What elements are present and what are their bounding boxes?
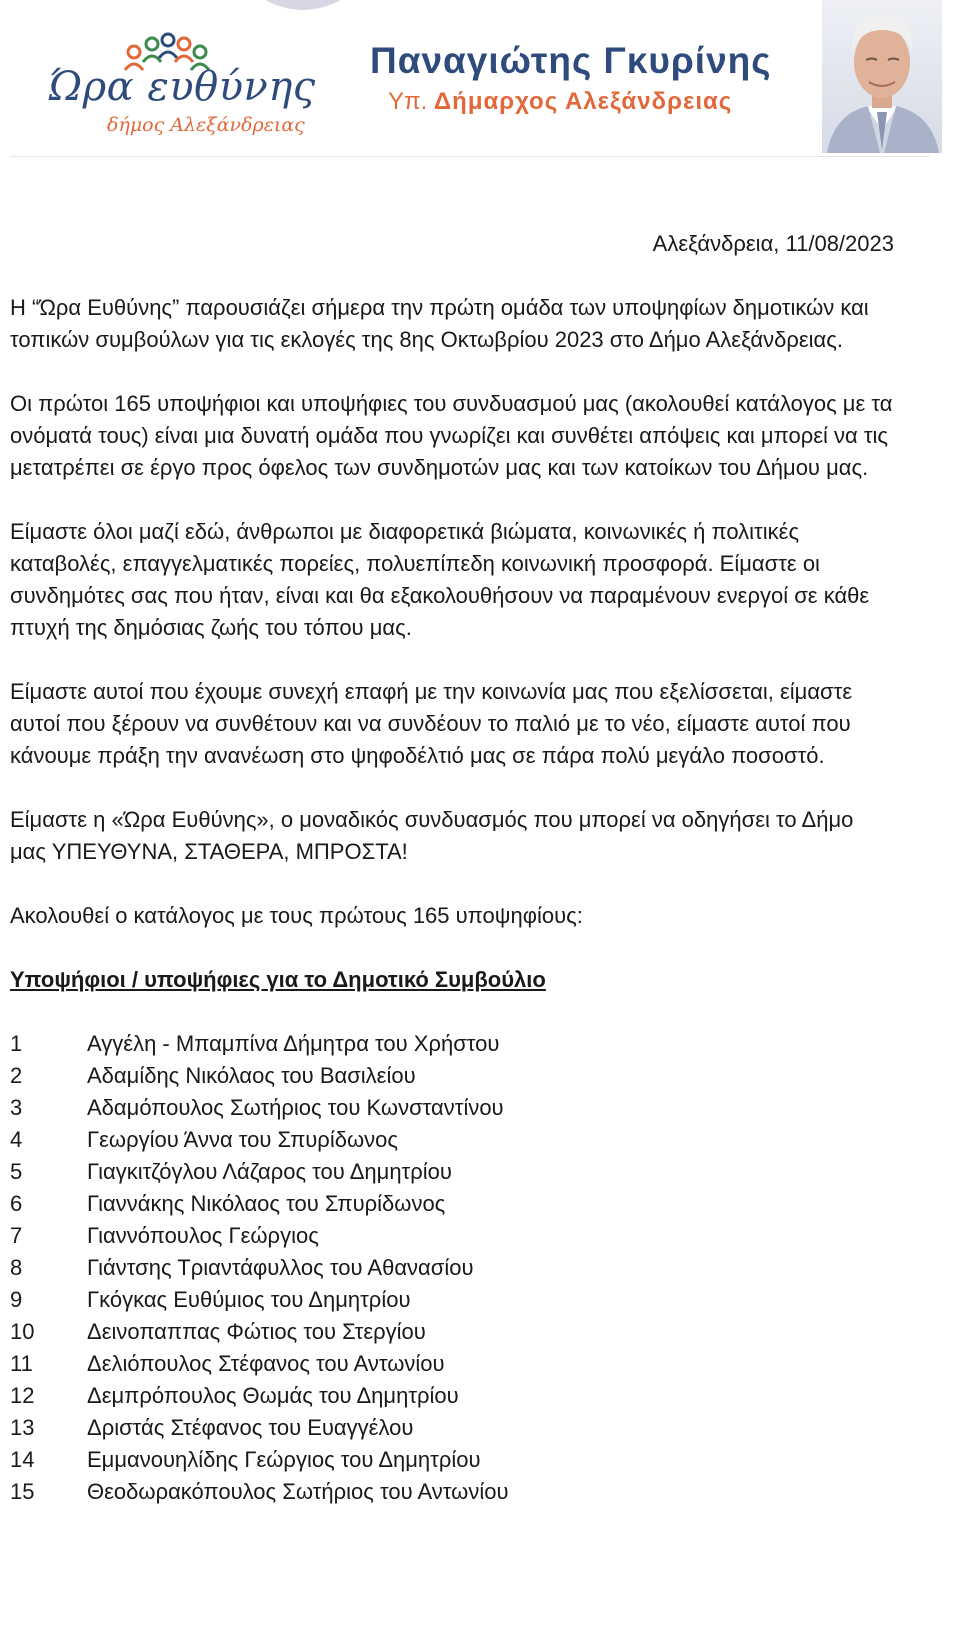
section-title: Υποψήφιοι / υποψήφιες για το Δημοτικό Συμβούλιο [10,967,546,992]
candidate-list [10,1028,894,1508]
candidate-entry: Γεωργίου Άννα του Σπυρίδωνος [87,1127,398,1152]
list-item [10,1444,894,1476]
list-number: 4 [10,1127,23,1152]
list-number: 13 [10,1415,35,1440]
candidate-entry: Γιάντσης Τριαντάφυλλος του Αθανασίου [87,1255,474,1280]
paragraph: Η “Ώρα Ευθύνης” παρουσιάζει σήμερα την πρώτη ομάδα των υποψηφίων δημοτικών και τοπικών συμβούλων για τις εκλογές της 8ης Οκτωβρίου 2023 στο Δήμο Αλεξάνδρειας. [10,295,869,352]
list-item [10,1476,894,1508]
list-number: 15 [10,1479,35,1504]
list-number: 8 [10,1255,23,1280]
list-number: 10 [10,1319,35,1344]
list-number: 12 [10,1383,35,1408]
paragraph: Ακολουθεί ο κατάλογος με τους πρώτους 165 υποψηφίους: [10,903,583,928]
list-number: 14 [10,1447,35,1472]
list-item [10,1028,894,1060]
logo [32,20,332,140]
list-item [10,1252,894,1284]
list-item [10,1380,894,1412]
list-number: 5 [10,1159,23,1184]
candidate-role-title: Δήμαρχος Αλεξάνδρειας [433,88,733,115]
decorative-arc [228,0,378,10]
paragraph: Είμαστε όλοι μαζί εδώ, άνθρωποι με διαφορετικά βιώματα, κοινωνικές ή πολιτικές καταβολές, επαγγελματικές πορείες, πολυεπίπεδη κοινωνική προσφορά. Είμαστε οι συνδημότες σας που ήταν, είναι και θα εξακολουθήσουν να παραμένουν ενεργοί σε κάθε πτυχή της δημόσιας ζωής του τόπου μας. [10,519,870,640]
list-number: 2 [10,1063,23,1088]
paragraph: Οι πρώτοι 165 υποψήφιοι και υποψήφιες του συνδυασμού μας (ακολουθεί κατάλογος με τα ονόματά τους) είναι μια δυνατή ομάδα που γνωρίζει και συνθέτει απόψεις και μπορεί να τις μετατρέπει σε έργο προς όφελος των συνδημοτών μας και των κατοίκων του Δήμου μας. [10,391,893,480]
list-number: 7 [10,1223,23,1248]
list-item [10,1156,894,1188]
list-item [10,1124,894,1156]
candidate-entry: Αδαμόπουλος Σωτήριος του Κωνσταντίνου [87,1095,504,1120]
letterhead [10,0,930,157]
list-item [10,1060,894,1092]
logo-wordmark: Ώρα ευθύνης [48,64,316,110]
list-item [10,1188,894,1220]
candidate-entry: Αδαμίδης Νικόλαος του Βασιλείου [87,1063,416,1088]
paragraph: Είμαστε η «Ώρα Ευθύνης», ο μοναδικός συνδυασμός που μπορεί να οδηγήσει το Δήμο μας ΥΠΕΥΘΥΝΑ, ΣΤΑΘΕΡΑ, ΜΠΡΟΣΤΑ! [10,807,854,864]
candidate-entry: Θεοδωρακόπουλος Σωτήριος του Αντωνίου [87,1479,509,1504]
candidate-entry: Δεμπρόπουλος Θωμάς του Δημητρίου [87,1383,459,1408]
candidate-portrait [822,0,942,153]
list-number: 6 [10,1191,23,1216]
candidate-entry: Γκόγκας Ευθύμιος του Δημητρίου [87,1287,411,1312]
candidate-entry: Δριστάς Στέφανος του Ευαγγέλου [87,1415,414,1440]
date-line: Αλεξάνδρεια, 11/08/2023 [652,231,894,256]
list-number: 9 [10,1287,23,1312]
list-number: 1 [10,1031,23,1056]
candidate-entry: Γιαγκιτζόγλου Λάζαρος του Δημητρίου [87,1159,452,1184]
list-number: 11 [10,1351,33,1376]
candidate-entry: Δελιόπουλος Στέφανος του Αντωνίου [87,1351,445,1376]
candidate-entry: Γιαννάκης Νικόλαος του Σπυρίδωνος [87,1191,446,1216]
document-body [10,228,894,1508]
paragraph: Είμαστε αυτοί που έχουμε συνεχή επαφή με την κοινωνία μας που εξελίσσεται, είμαστε αυτοί που ξέρουν να συνθέτουν και να συνδέουν το παλιό με το νέο, είμαστε αυτοί που κάνουμε πράξη την ανανέωση στο ψηφοδέλτιό μας σε πάρα πολύ μεγάλο ποσοστό. [10,679,853,768]
candidate-entry: Εμμανουηλίδης Γεώργιος του Δημητρίου [87,1447,481,1472]
list-item [10,1220,894,1252]
candidate-entry: Δεινοπαππας Φώτιος του Στεργίου [87,1319,426,1344]
list-number: 3 [10,1095,23,1120]
logo-subtitle: δήμος Αλεξάνδρειας [107,114,305,136]
candidate-entry: Γιαννόπουλος Γεώργιος [87,1223,319,1248]
list-item [10,1284,894,1316]
candidate-role-prefix: Υπ. [388,88,428,115]
list-item [10,1348,894,1380]
candidate-entry: Αγγέλη - Μπαμπίνα Δήμητρα του Χρήστου [87,1031,500,1056]
list-item [10,1412,894,1444]
list-item [10,1092,894,1124]
candidate-role [388,88,732,116]
list-item [10,1316,894,1348]
candidate-name: Παναγιώτης Γκυρίνης [370,40,772,81]
